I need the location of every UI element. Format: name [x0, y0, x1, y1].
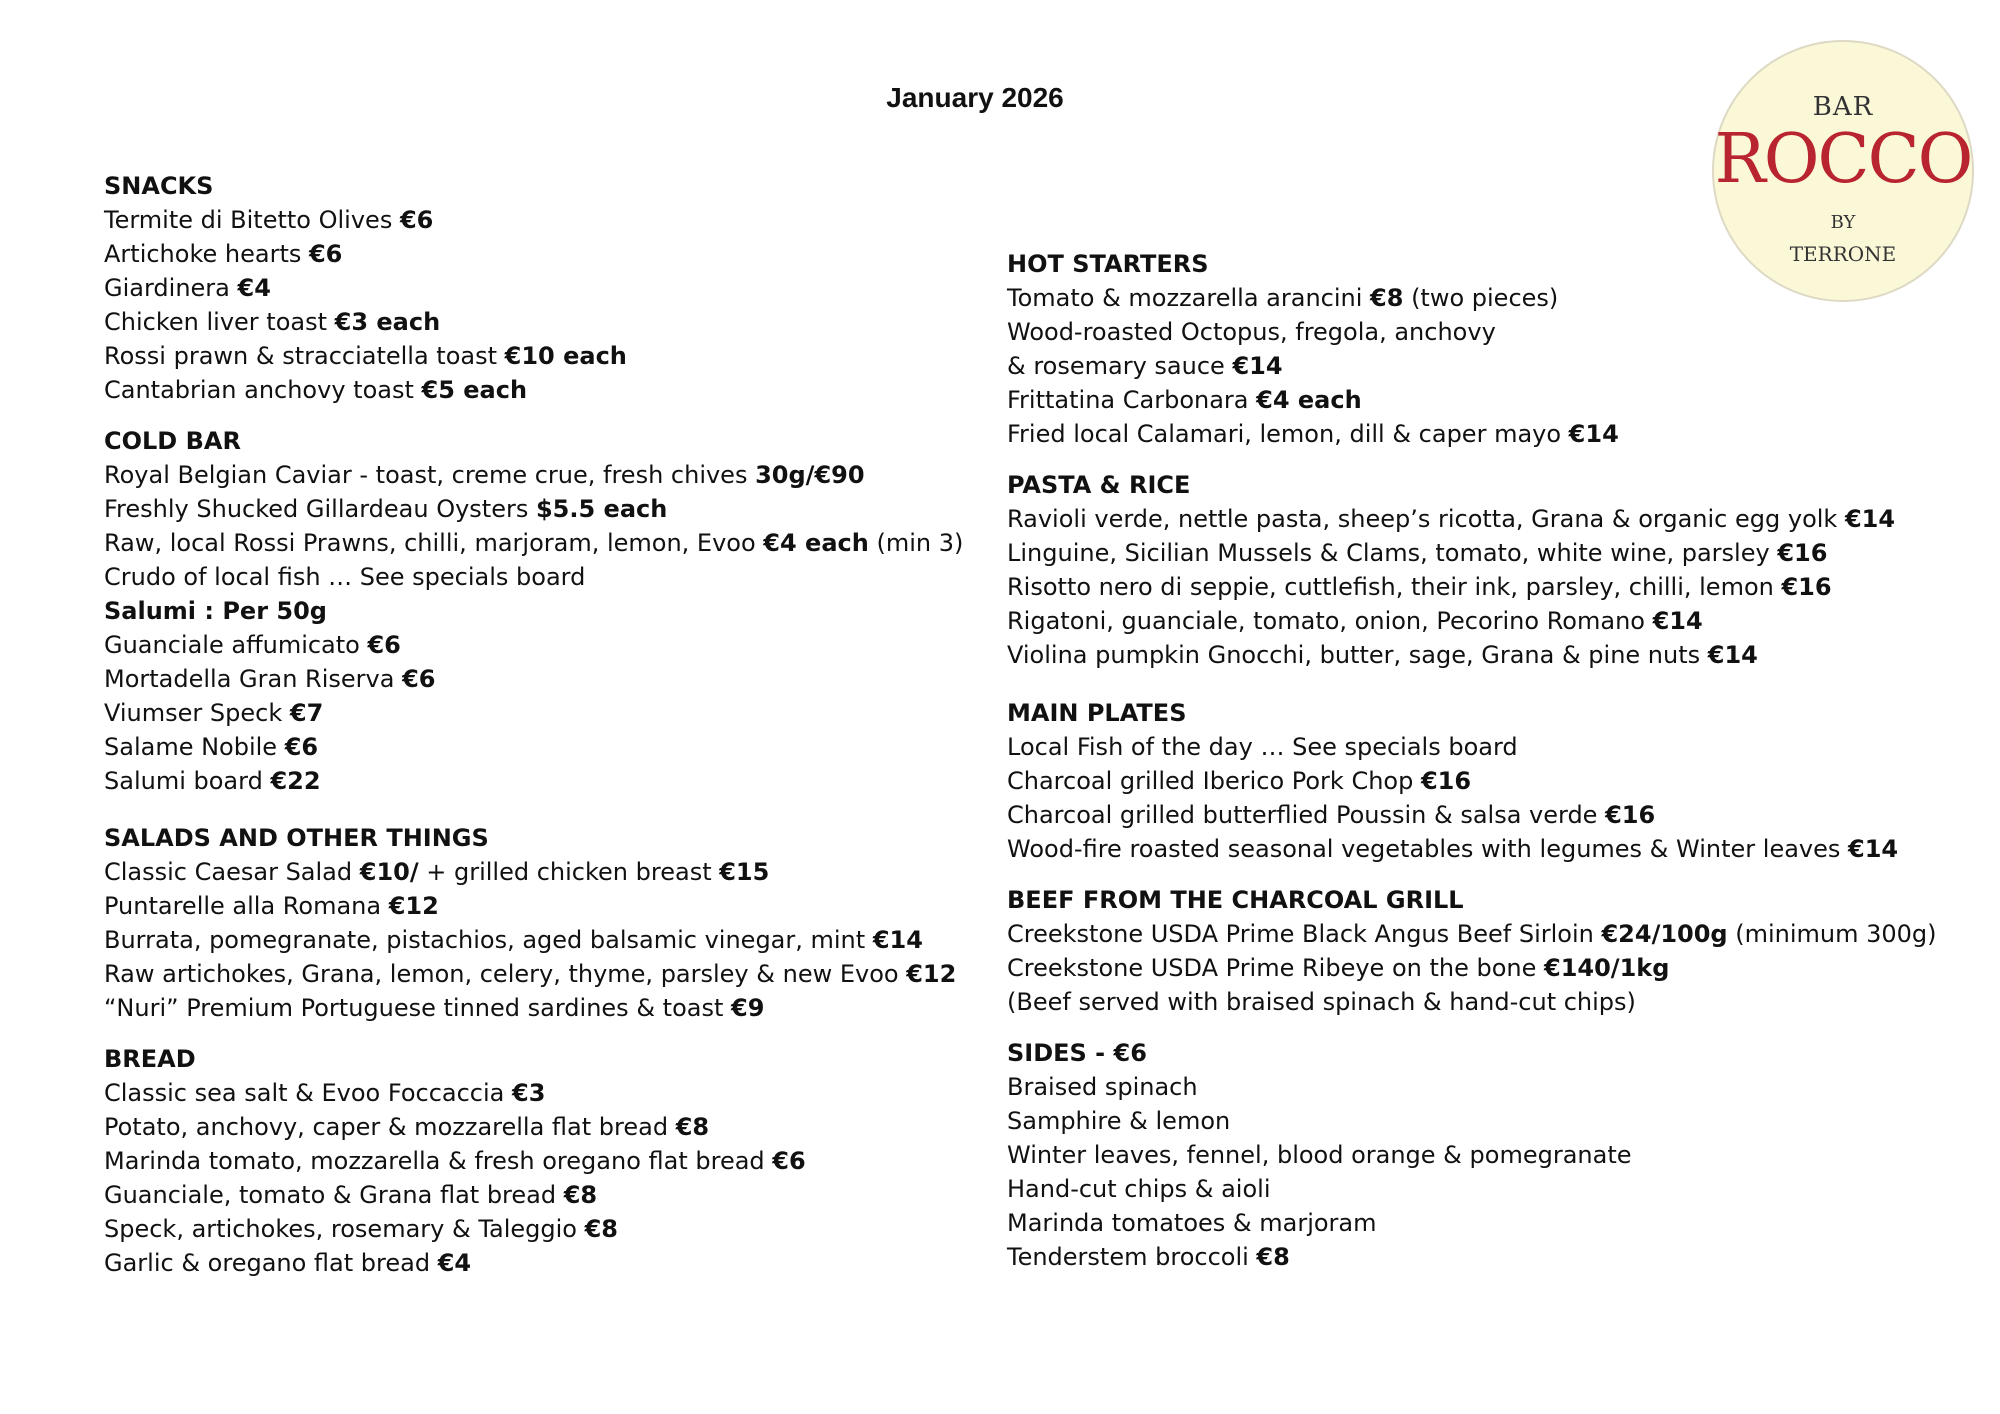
item-price: €24/100g: [1601, 920, 1728, 948]
menu-right-column: [1007, 247, 1967, 1274]
item-price-extra: €15: [719, 858, 770, 886]
item-price: €16: [1605, 801, 1656, 829]
item-name: Giardinera: [104, 274, 238, 302]
menu-item: [104, 764, 1004, 798]
item-price: €10 each: [504, 342, 627, 370]
item-name: Potato, anchovy, caper & mozzarella flat bread: [104, 1113, 676, 1141]
item-name: Classic sea salt & Evoo Foccaccia: [104, 1079, 512, 1107]
item-price: €4: [237, 274, 271, 302]
item-name: Rossi prawn & stracciatella toast: [104, 342, 505, 370]
menu-item: [104, 458, 1004, 492]
menu-item: [1007, 1172, 1967, 1206]
item-price: €5 each: [421, 376, 528, 404]
item-price: 30g/€90: [755, 461, 865, 489]
menu-item: [1007, 1206, 1967, 1240]
item-name: Salumi board: [104, 767, 271, 795]
item-name: Raw artichokes, Grana, lemon, celery, thyme, parsley & new Evoo: [104, 960, 907, 988]
item-name: Samphire & lemon: [1007, 1107, 1231, 1135]
menu-section-cold: [104, 424, 1004, 798]
item-price: €7: [289, 699, 324, 727]
menu-item: [1007, 502, 1967, 536]
menu-item: [104, 492, 1004, 526]
menu-item: [104, 1076, 1004, 1110]
item-price: €14: [1844, 505, 1896, 533]
menu-item: [104, 1144, 1004, 1178]
menu-item: [104, 855, 1004, 889]
section-heading: SIDES - €6: [1007, 1039, 1147, 1067]
item-name: Creekstone USDA Prime Black Angus Beef Sirloin: [1007, 920, 1602, 948]
item-price: €16: [1781, 573, 1832, 601]
item-name: Tomato & mozzarella arancini: [1007, 284, 1371, 312]
menu-item: [104, 373, 1004, 407]
menu-item: [1007, 417, 1967, 451]
item-price: €12: [388, 892, 439, 920]
item-price: €6: [399, 206, 434, 234]
menu-item: [104, 203, 1004, 237]
item-note: (two pieces): [1403, 284, 1559, 312]
menu-item: [1007, 604, 1967, 638]
item-price: €6: [772, 1147, 806, 1175]
item-price: €4 each: [1256, 386, 1362, 414]
menu-item: [104, 271, 1004, 305]
item-price: €14: [872, 926, 923, 954]
item-name: (Beef served with braised spinach & hand-cut chips): [1007, 988, 1636, 1016]
menu-section-pasta: [1007, 468, 1967, 672]
menu-item: [104, 696, 1004, 730]
menu-item: [1007, 798, 1967, 832]
item-name: Salumi : Per 50g: [104, 597, 327, 625]
item-name: Puntarelle alla Romana: [104, 892, 389, 920]
menu-item: [1007, 1104, 1967, 1138]
item-price: €4 each: [763, 529, 869, 557]
item-name: Winter leaves, fennel, blood orange & pomegranate: [1007, 1141, 1632, 1169]
item-price: €14: [1568, 420, 1619, 448]
item-price: €16: [1777, 539, 1828, 567]
item-name: Braised spinach: [1007, 1073, 1198, 1101]
item-name: Cantabrian anchovy toast: [104, 376, 422, 404]
menu-item: [1007, 985, 1967, 1019]
item-price: €14: [1232, 352, 1283, 380]
item-name: Salame Nobile: [104, 733, 285, 761]
item-price: €6: [402, 665, 436, 693]
menu-item: [1007, 764, 1967, 798]
item-note: (min 3): [868, 529, 964, 557]
item-name: Wood-roasted Octopus, fregola, anchovy: [1007, 318, 1496, 346]
item-price: €14: [1707, 641, 1758, 669]
menu-item: [104, 923, 1004, 957]
logo-bar-text: BAR: [1812, 92, 1874, 122]
item-price: €8: [675, 1113, 710, 1141]
menu-section-sides: [1007, 1036, 1967, 1274]
item-name: Violina pumpkin Gnocchi, butter, sage, Grana & pine nuts: [1007, 641, 1708, 669]
section-heading: SNACKS: [104, 172, 214, 200]
item-name: Burrata, pomegranate, pistachios, aged balsamic vinegar, mint: [104, 926, 873, 954]
item-price: €8: [563, 1181, 598, 1209]
item-name: Local Fish of the day … See specials board: [1007, 733, 1518, 761]
menu-date-title: January 2026: [886, 82, 1064, 113]
menu-item: [104, 889, 1004, 923]
item-name: Freshly Shucked Gillardeau Oysters: [104, 495, 536, 523]
item-price: €14: [1652, 607, 1703, 635]
item-price: €6: [367, 631, 401, 659]
menu-item: [1007, 536, 1967, 570]
section-heading: SALADS AND OTHER THINGS: [104, 824, 489, 852]
item-price: €8: [1370, 284, 1404, 312]
item-name: Viumser Speck: [104, 699, 290, 727]
menu-item: [1007, 730, 1967, 764]
section-heading: BEEF FROM THE CHARCOAL GRILL: [1007, 886, 1464, 914]
menu-section-salads: [104, 821, 1004, 1025]
menu-item: [104, 237, 1004, 271]
menu-item: [104, 1246, 1004, 1280]
item-note: (minimum 300g): [1727, 920, 1937, 948]
item-price: €8: [1256, 1243, 1290, 1271]
item-name: Mortadella Gran Riserva: [104, 665, 403, 693]
item-name: Creekstone USDA Prime Ribeye on the bone: [1007, 954, 1544, 982]
menu-item: [104, 339, 1004, 373]
section-heading: HOT STARTERS: [1007, 250, 1209, 278]
menu-item: [104, 1212, 1004, 1246]
item-name: Guanciale affumicato: [104, 631, 368, 659]
menu-item: [1007, 917, 1967, 951]
section-heading: MAIN PLATES: [1007, 699, 1187, 727]
menu-subheading: [104, 594, 1004, 628]
menu-item: [1007, 570, 1967, 604]
logo-rocco-text: ROCCO: [1714, 120, 1972, 199]
item-price: €3: [512, 1079, 546, 1107]
item-name: Garlic & oregano flat bread: [104, 1249, 438, 1277]
item-price: $5.5 each: [535, 495, 668, 523]
item-price: €16: [1420, 767, 1472, 795]
menu-item: [104, 560, 1004, 594]
item-price: €8: [584, 1215, 619, 1243]
menu-item: [104, 662, 1004, 696]
item-name: Termite di Bitetto Olives: [104, 206, 400, 234]
item-name: Hand-cut chips & aioli: [1007, 1175, 1271, 1203]
item-price: €12: [906, 960, 957, 988]
menu-item: [1007, 315, 1967, 349]
menu-item: [104, 628, 1004, 662]
menu-item: [104, 526, 1004, 560]
item-price: €10/: [359, 858, 419, 886]
menu-item: [104, 1178, 1004, 1212]
item-name: Crudo of local fish … See specials board: [104, 563, 586, 591]
item-price: €9: [731, 994, 765, 1022]
menu-item: [104, 730, 1004, 764]
item-price: €22: [270, 767, 321, 795]
item-name: Charcoal grilled Iberico Pork Chop: [1007, 767, 1421, 795]
section-heading: COLD BAR: [104, 427, 241, 455]
menu-item: [104, 991, 1004, 1025]
menu-item: [1007, 281, 1967, 315]
item-name: Chicken liver toast: [104, 308, 335, 336]
menu-section-snacks: [104, 169, 1004, 407]
item-name: Speck, artichokes, rosemary & Taleggio: [104, 1215, 585, 1243]
menu-item: [1007, 1070, 1967, 1104]
item-name: Wood-fire roasted seasonal vegetables with legumes & Winter leaves: [1007, 835, 1849, 863]
item-name: Fried local Calamari, lemon, dill & caper mayo: [1007, 420, 1569, 448]
menu-item: [104, 957, 1004, 991]
menu-item: [1007, 1138, 1967, 1172]
item-name: Royal Belgian Caviar - toast, creme crue, fresh chives: [104, 461, 756, 489]
menu-section-mains: [1007, 696, 1967, 866]
item-name: Charcoal grilled butterflied Poussin & salsa verde: [1007, 801, 1606, 829]
item-name: Artichoke hearts: [104, 240, 309, 268]
item-price: €6: [308, 240, 343, 268]
menu-item: [1007, 951, 1967, 985]
section-heading: PASTA & RICE: [1007, 471, 1191, 499]
item-price: €6: [284, 733, 319, 761]
menu-item: [1007, 1240, 1967, 1274]
menu-section-bread: [104, 1042, 1004, 1280]
menu-section-hot: [1007, 247, 1967, 451]
item-name: “Nuri” Premium Portuguese tinned sardines & toast: [104, 994, 731, 1022]
item-name: Guanciale, tomato & Grana flat bread: [104, 1181, 564, 1209]
menu-left-column: [104, 169, 1004, 1280]
menu-item: [1007, 349, 1967, 383]
item-name: Risotto nero di seppie, cuttlefish, their ink, parsley, chilli, lemon: [1007, 573, 1782, 601]
menu-item: [1007, 383, 1967, 417]
item-name: Frittatina Carbonara: [1007, 386, 1257, 414]
item-price: €140/1kg: [1544, 954, 1670, 982]
item-name: Tenderstem broccoli: [1007, 1243, 1257, 1271]
menu-section-beef: [1007, 883, 1967, 1019]
item-name: Linguine, Sicilian Mussels & Clams, tomato, white wine, parsley: [1007, 539, 1778, 567]
item-name: Marinda tomato, mozzarella & fresh oregano flat bread: [104, 1147, 773, 1175]
menu-item: [104, 1110, 1004, 1144]
menu-item: [104, 305, 1004, 339]
menu-item: [1007, 832, 1967, 866]
item-price: €14: [1848, 835, 1899, 863]
menu-item: [1007, 638, 1967, 672]
item-price: €4: [437, 1249, 472, 1277]
item-price: €3 each: [334, 308, 441, 336]
logo-by-text: BY: [1830, 212, 1856, 233]
item-name: Ravioli verde, nettle pasta, sheep’s ricotta, Grana & organic egg yolk: [1007, 505, 1845, 533]
item-name: Rigatoni, guanciale, tomato, onion, Pecorino Romano: [1007, 607, 1653, 635]
item-name: Marinda tomatoes & marjoram: [1007, 1209, 1377, 1237]
item-name: Raw, local Rossi Prawns, chilli, marjoram, lemon, Evoo: [104, 529, 764, 557]
item-name: & rosemary sauce: [1007, 352, 1233, 380]
item-note: + grilled chicken breast: [418, 858, 720, 886]
item-name: Classic Caesar Salad: [104, 858, 360, 886]
logo-terrone-text: TERRONE: [1789, 242, 1897, 266]
section-heading: BREAD: [104, 1045, 196, 1073]
